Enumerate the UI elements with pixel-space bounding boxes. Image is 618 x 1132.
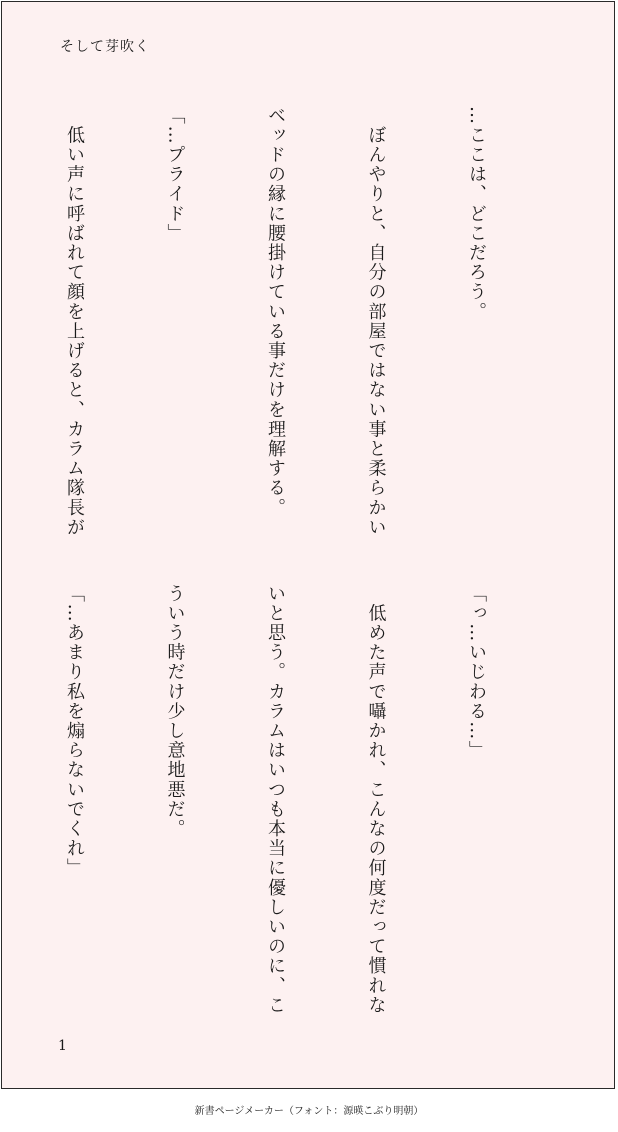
footer-credit: 新書ページメーカー（フォント：源暎こぶり明朝）: [194, 1106, 424, 1117]
text-line: 「っ…いじわる…」: [466, 584, 487, 761]
text-line: 「…プライド」: [164, 106, 186, 244]
text-line: 低い声に呼ばれて顔を上げると、カラム隊長が: [64, 106, 85, 538]
text-line: 低めた声で囁かれ、こんなの何度だって慣れな: [365, 584, 387, 1016]
lower-text-block: [0, 584, 560, 1016]
text-line: ベッドの縁に腰掛けている事だけを理解する。: [265, 106, 286, 518]
novel-page: [1, 1, 615, 1089]
text-line: いと思う。カラムはいつも本当に優しいのに、こ: [265, 584, 286, 1016]
page-number: 1: [58, 1038, 67, 1054]
upper-text-block: [0, 106, 560, 538]
text-line: ぼんやりと、自分の部屋ではない事と柔らかい: [365, 106, 387, 538]
text-line: …ここは、どこだろう。: [466, 106, 487, 322]
text-line: 「…あまり私を煽らないでくれ」: [64, 584, 85, 878]
text-line: ういう時だけ少し意地悪だ。: [164, 584, 186, 839]
chapter-title: そして芽吹く: [60, 39, 150, 55]
